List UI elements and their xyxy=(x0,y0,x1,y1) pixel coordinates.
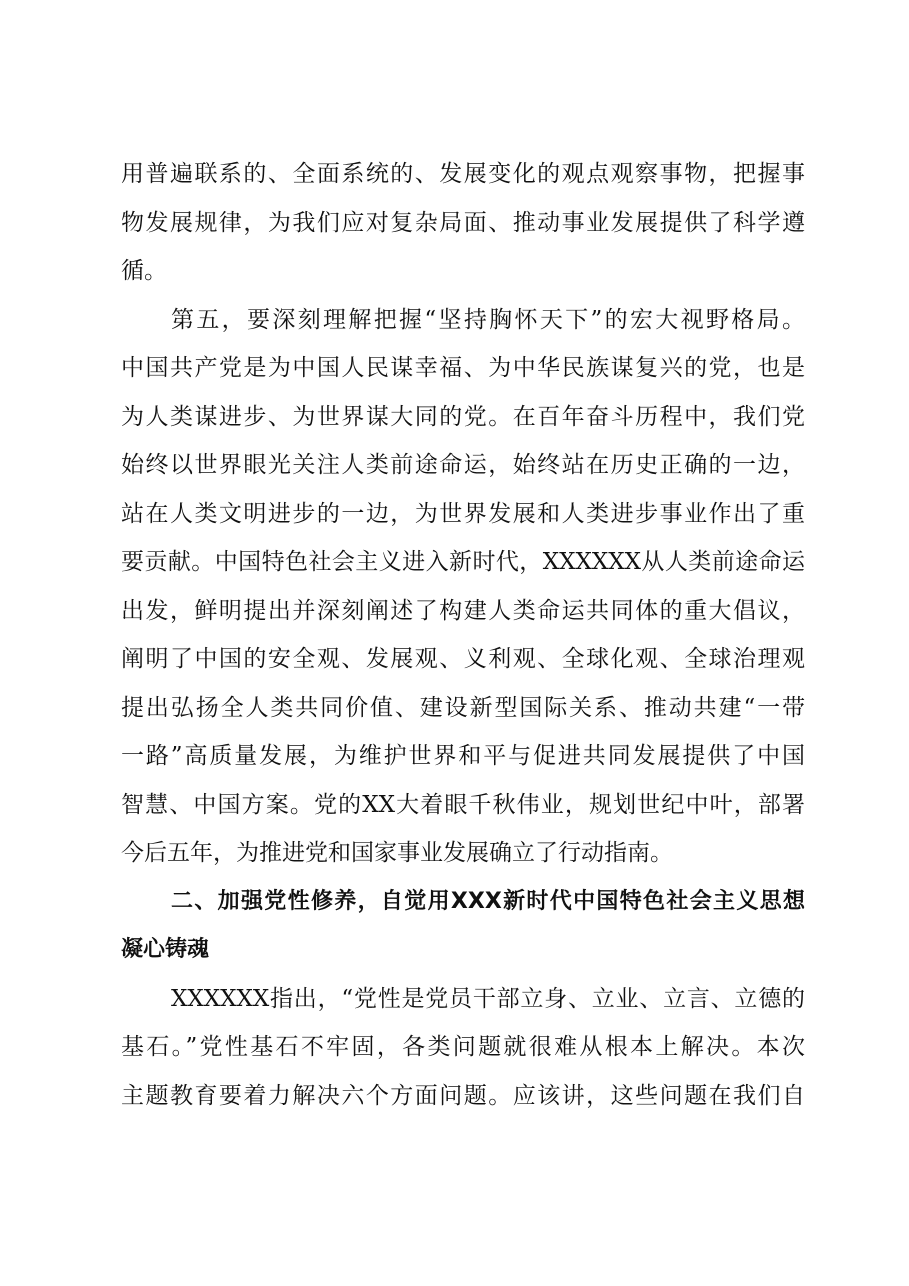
paragraph-line: 智慧、中国方案。党的XX大着眼千秋伟业，规划世纪中叶，部署 xyxy=(121,791,805,818)
section-heading: 二、加强党性修养，自觉用XXX新时代中国特色社会主义思想 xyxy=(171,888,805,914)
paragraph-line: 物发展规律，为我们应对复杂局面、推动事业发展提供了科学遵 xyxy=(121,209,805,236)
paragraph-line: 循。 xyxy=(121,258,167,284)
paragraph-line: 出发，鲜明提出并深刻阐述了构建人类命运共同体的重大倡议， xyxy=(121,597,805,624)
document-body xyxy=(121,150,805,1120)
section-heading: 凝心铸魂 xyxy=(121,937,210,962)
paragraph-line: 阐明了中国的安全观、发展观、义利观、全球化观、全球治理观 xyxy=(121,646,805,672)
paragraph-line: 一路”高质量发展，为维护世界和平与促进共同发展提供了中国 xyxy=(121,743,805,769)
paragraph-line: 站在人类文明进步的一边，为世界发展和人类进步事业作出了重 xyxy=(121,500,805,527)
paragraph-line: 中国共产党是为中国人民谋幸福、为中华民族谋复兴的党，也是 xyxy=(121,355,805,381)
paragraph-line: 今后五年，为推进党和国家事业发展确立了行动指南。 xyxy=(121,840,673,866)
paragraph-line: 要贡献。中国特色社会主义进入新时代，XXXXXX从人类前途命运 xyxy=(121,549,805,575)
paragraph-line: 始终以世界眼光关注人类前途命运，始终站在历史正确的一边， xyxy=(121,452,805,478)
paragraph-line: 用普遍联系的、全面系统的、发展变化的观点观察事物，把握事 xyxy=(121,161,805,187)
paragraph-line: 为人类谋进步、为世界谋大同的党。在百年奋斗历程中，我们党 xyxy=(121,403,805,430)
paragraph-line: 第五，要深刻理解把握“坚持胸怀天下”的宏大视野格局。 xyxy=(171,306,805,333)
paragraph-line: 提出弘扬全人类共同价值、建设新型国际关系、推动共建“一带 xyxy=(121,694,805,721)
paragraph-line: 基石。”党性基石不牢固，各类问题就很难从根本上解决。本次 xyxy=(121,1034,805,1060)
paragraph-line: 主题教育要着力解决六个方面问题。应该讲，这些问题在我们自 xyxy=(121,1082,805,1109)
paragraph-line: XXXXXX指出，“党性是党员干部立身、立业、立言、立德的 xyxy=(171,985,805,1012)
